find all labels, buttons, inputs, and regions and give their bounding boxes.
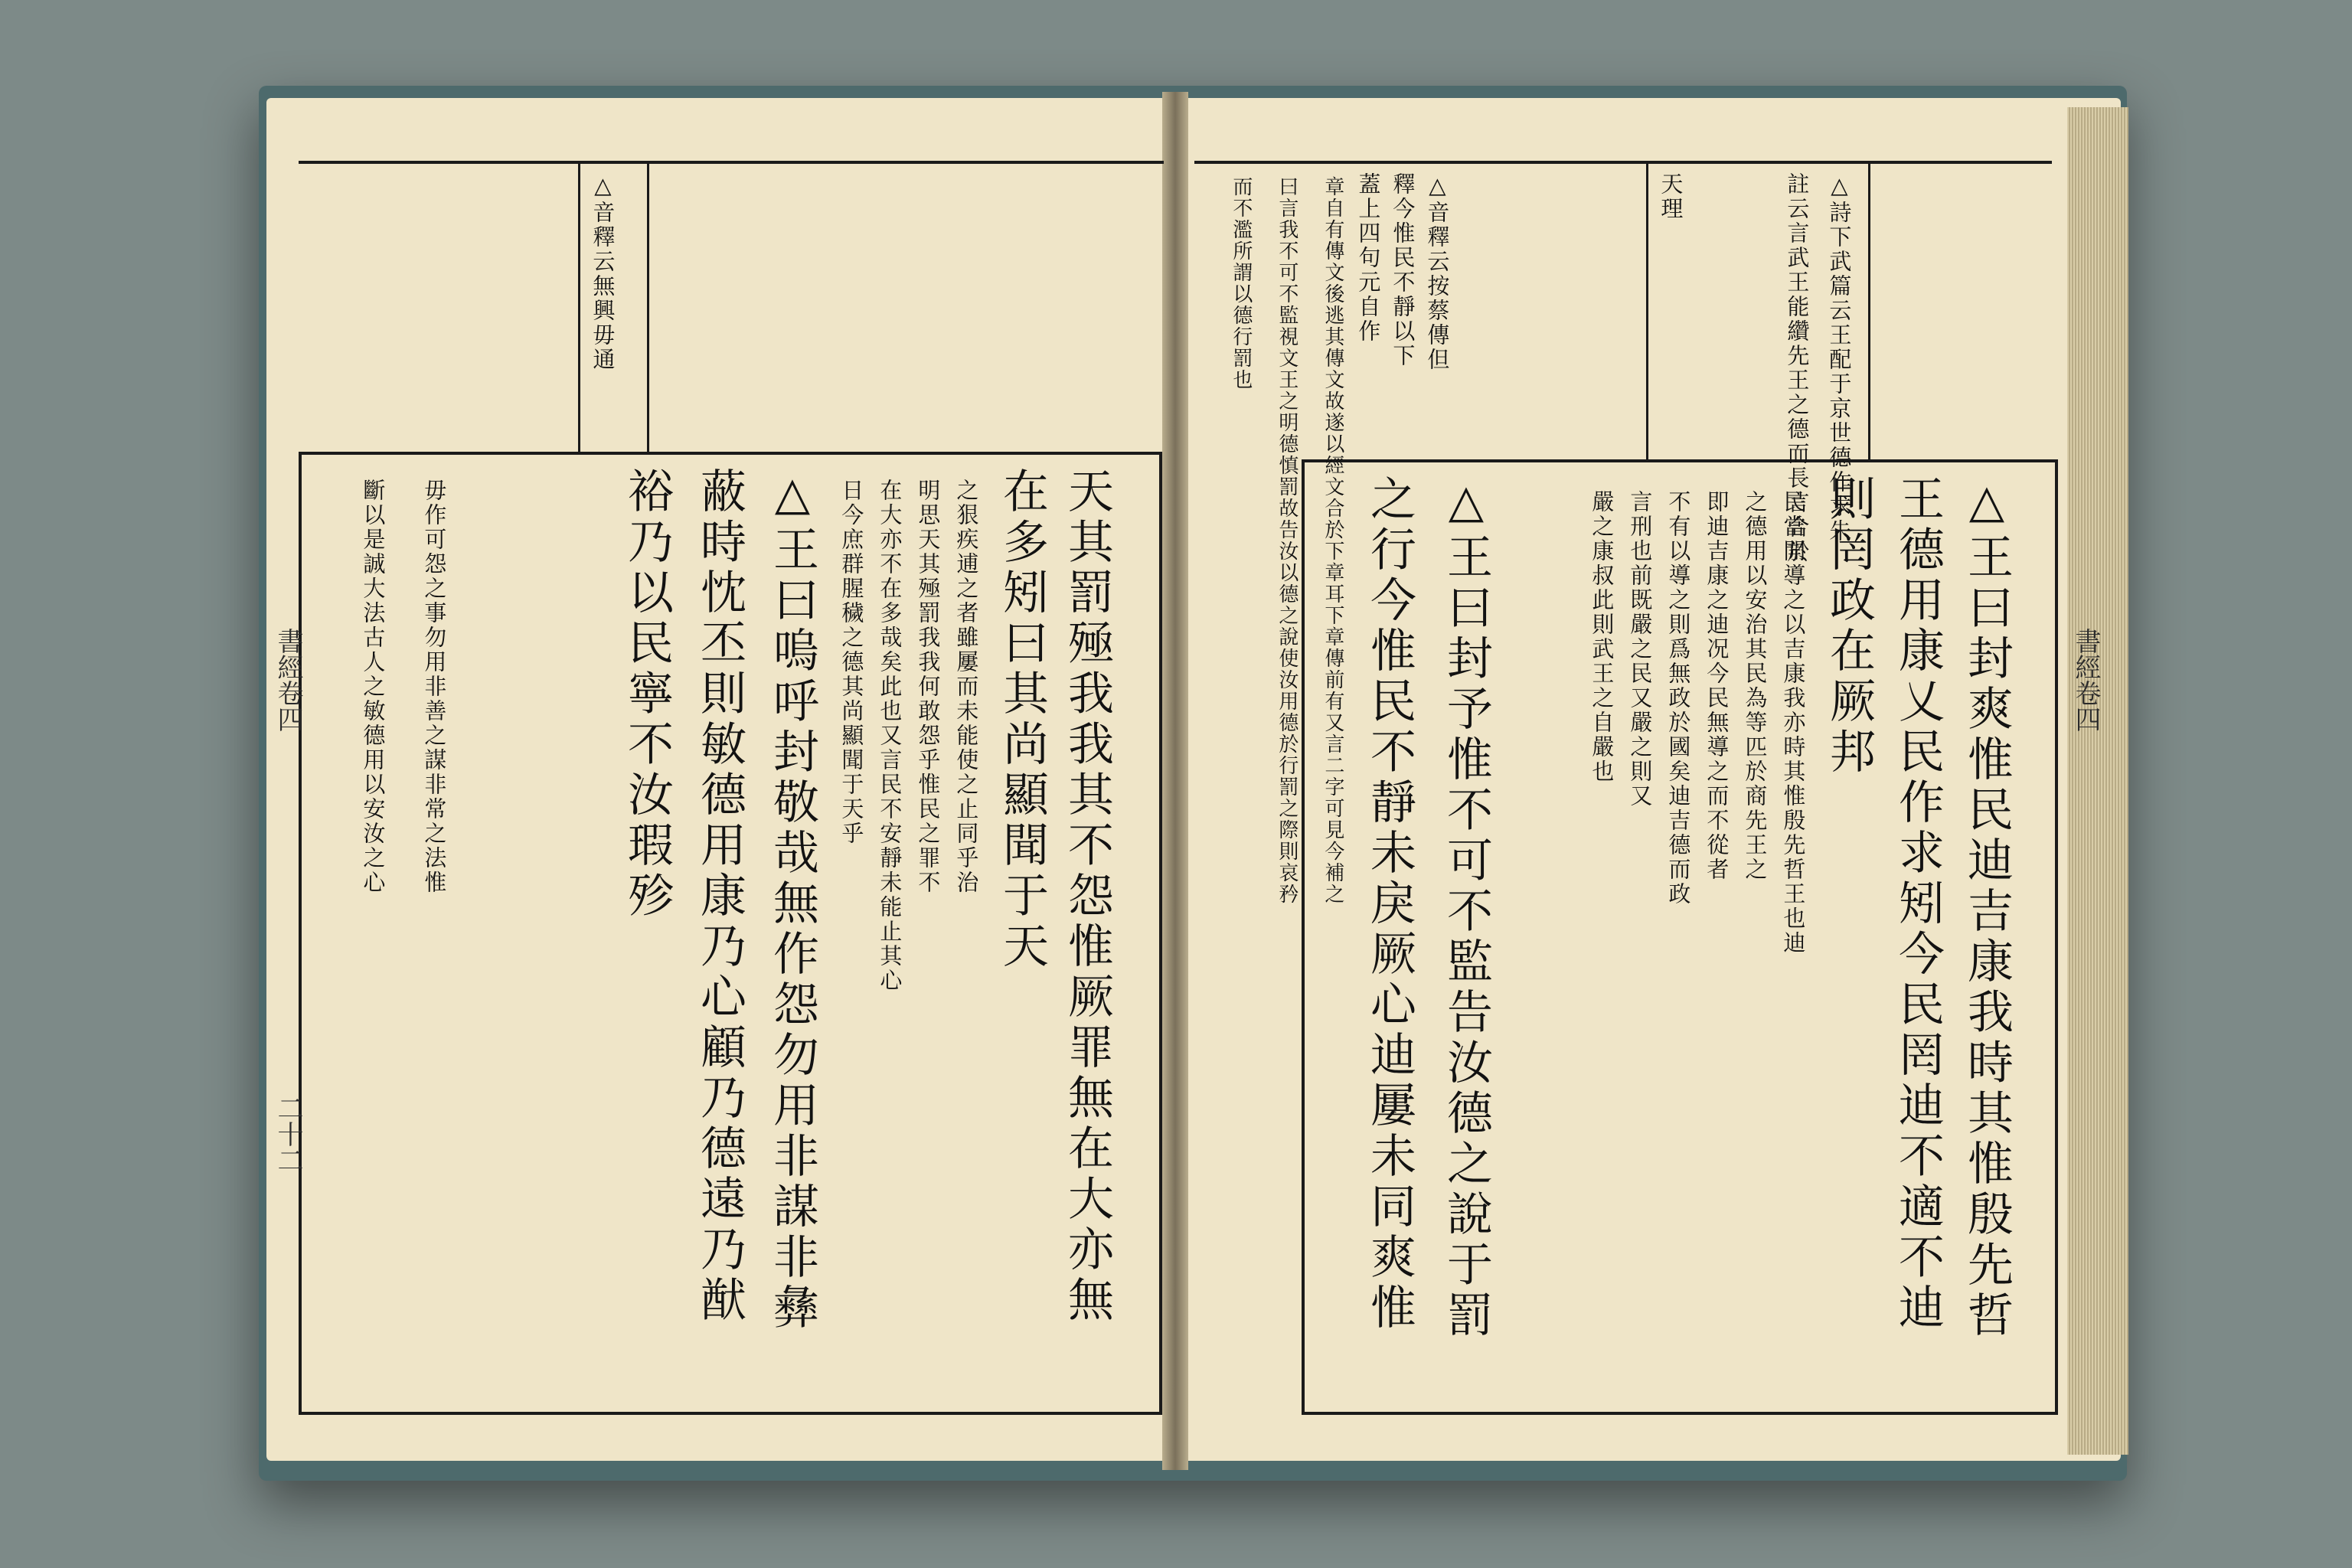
right-main-column-2: 王德用康乂民作求矧今民罔迪不適不迪 xyxy=(1891,475,1945,1334)
right-note-rule xyxy=(1646,161,1648,459)
right-commentary-column-5: 言刑也前既嚴之民又嚴之則又 xyxy=(1627,490,1654,808)
left-note-rule xyxy=(578,161,580,452)
right-commentary-column-6: 嚴之康叔此則武王之自嚴也 xyxy=(1589,490,1615,784)
left-margin-label: 書經卷四 xyxy=(273,628,303,732)
left-commentary-column-1: 之狠疾逋之者雖屢而未能使之止同乎治 xyxy=(953,479,980,895)
book-gutter xyxy=(1162,92,1188,1470)
left-main-column-5: 裕乃以民寧不汝瑕殄 xyxy=(620,467,674,922)
left-main-column-2: 在多矧曰其尚顯聞于天 xyxy=(995,467,1049,972)
left-main-column-3: △王曰嗚呼封敬哉無作怨勿用非謀非彝 xyxy=(766,467,819,1334)
left-commentary-column-3: 在大亦不在多哉矣此也又言民不安靜未能止其心 xyxy=(877,479,903,993)
left-main-column-4: 蔽時忱丕則敏德用康乃心顧乃德遠乃猷 xyxy=(693,467,746,1326)
right-note-column-1: △詩下武篇云王配于京世德作求朱 xyxy=(1826,172,1853,544)
right-commentary-column-3: 即迪吉康之迪况今民無導之而不從者 xyxy=(1704,490,1730,882)
left-top-rule xyxy=(299,161,1164,164)
left-commentary-column-5: 毋作可怨之事勿用非善之謀非常之法惟 xyxy=(421,479,448,895)
left-note-column: △音釋云無興毋通 xyxy=(590,172,616,372)
right-main-column-4: △王曰封予惟不可不監告汝德之說于罰 xyxy=(1439,475,1493,1341)
right-commentary-column-4: 不有以導之則爲無政於國矣迪吉德而政 xyxy=(1665,490,1692,906)
left-main-column-1: 天其罰殛我我其不怨惟厥罪無在大亦無 xyxy=(1060,467,1114,1326)
right-long-note-column-3: 而不濫所謂以德行罰也 xyxy=(1229,176,1253,390)
right-top-rule xyxy=(1194,161,2052,164)
right-note-column-5: 釋今惟民不靜以下 xyxy=(1390,172,1416,368)
right-main-column-1: △王曰封爽惟民迪吉康我時其惟殷先哲 xyxy=(1960,475,2014,1341)
left-folio: 二十二 xyxy=(273,1095,303,1173)
left-commentary-column-6: 斷以是誠大法古人之敏德用以安汝之心 xyxy=(360,479,387,895)
left-commentary-column-2: 明思天其殛罰我我何敢怨乎惟民之罪不 xyxy=(915,479,942,895)
left-note-rule-2 xyxy=(647,161,649,452)
right-note-column-2: 註云言武王能纘先王之德而長言合於 xyxy=(1784,172,1811,564)
right-main-column-5: 之行今惟民不靜未戾厥心迪屢未同爽惟 xyxy=(1363,475,1416,1334)
page-edges xyxy=(2067,107,2128,1455)
right-note-column-4: △音釋云按蔡傳但 xyxy=(1424,172,1451,372)
right-commentary-column-1: 民當開導之以吉康我亦時其惟殷先哲王也迪 xyxy=(1780,490,1807,956)
left-commentary-column-4: 日今庶群腥穢之德其尚顯聞于天乎 xyxy=(838,479,865,846)
right-note-column-6: 蓋上四句元自作 xyxy=(1355,172,1382,344)
right-long-note-column-2: 曰言我不可不監視文王之明德慎罰故告汝以德之說使汝用德於行罰之際則哀矜 xyxy=(1275,176,1298,905)
right-note-rule-2 xyxy=(1868,161,1870,459)
right-long-note-column-1: 章自有傳文後逃其傳文故遂以經文合於下章耳下章傳前有又言二字可見今補之 xyxy=(1321,176,1344,905)
right-main-column-3: 則罔政在厥邦 xyxy=(1822,475,1876,778)
right-note-column-3: 天理 xyxy=(1658,172,1684,221)
right-margin-label: 書經卷四 xyxy=(2070,628,2101,732)
right-commentary-column-2: 之德用以安治其民為等匹於商先王之 xyxy=(1742,490,1769,882)
